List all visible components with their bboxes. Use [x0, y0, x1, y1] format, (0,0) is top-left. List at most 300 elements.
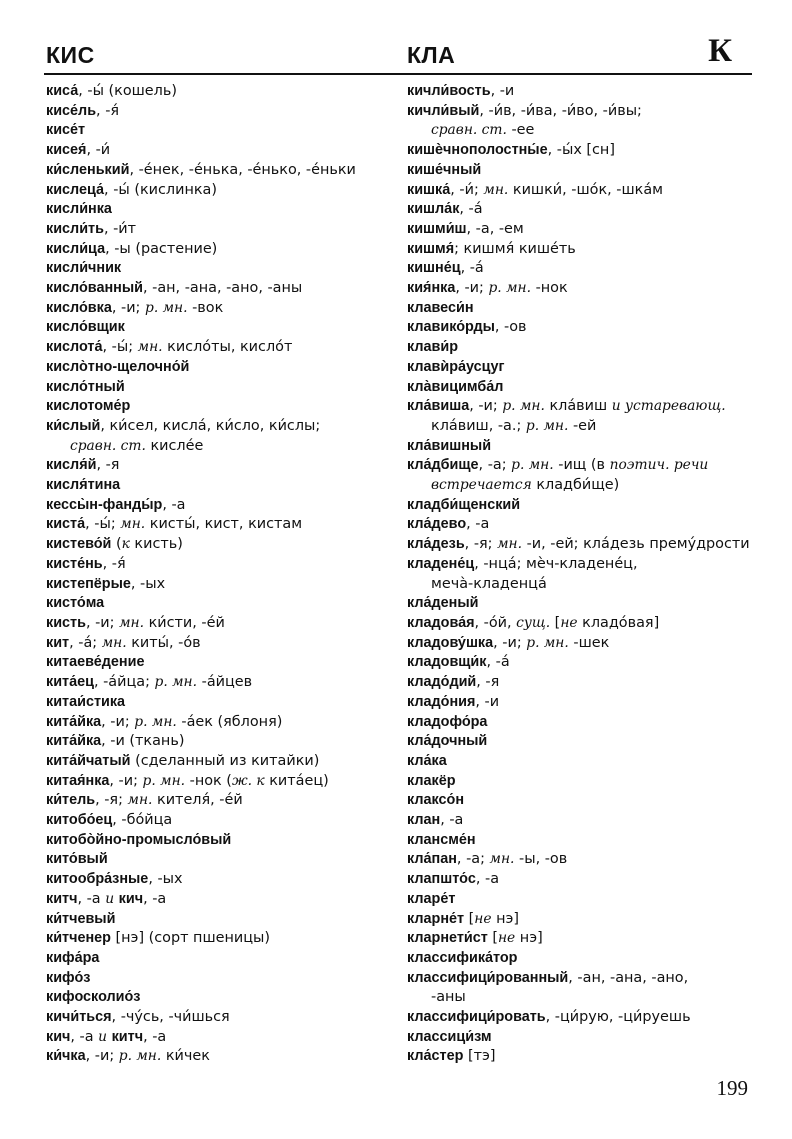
entry-text: -нок (: [185, 772, 232, 789]
entry-text: -ей: [568, 417, 597, 434]
headword: кито́вый: [46, 851, 108, 868]
dictionary-entry: [407, 240, 752, 260]
dictionary-entry: [46, 200, 396, 220]
entry-text: [: [464, 910, 475, 927]
entry-text: , -о́й,: [474, 614, 517, 631]
entry-text: -ее: [506, 122, 535, 139]
entry-text: , -а: [77, 890, 106, 907]
headword: клакёр: [407, 772, 456, 789]
dictionary-entry: [407, 831, 752, 851]
entry-text: , -а́: [486, 654, 510, 671]
entry-text: , -а: [143, 890, 167, 907]
entry-text: киты́, -о́в: [126, 634, 201, 651]
entry-text: , -и;: [493, 634, 527, 651]
headword: клавеси́н: [407, 299, 474, 316]
dictionary-entry: [46, 1028, 396, 1048]
grammar-note: к: [121, 536, 130, 553]
dictionary-entry: [46, 259, 396, 279]
entry-text: нэ]: [491, 910, 520, 927]
grammar-note: р. мн.: [525, 417, 569, 434]
dictionary-entry: [46, 614, 396, 634]
dictionary-entry: [46, 102, 396, 122]
dictionary-entry: [46, 772, 396, 792]
entry-text: -а́йцев: [197, 674, 253, 691]
dictionary-entry: [46, 752, 396, 772]
headword: кладене́ц: [407, 555, 475, 572]
entry-text: , -а;: [478, 457, 512, 474]
grammar-note: мн.: [119, 614, 144, 631]
headword: кисе́т: [46, 122, 86, 139]
headword: китообра́зные: [46, 871, 149, 888]
entry-text: , ки́сел, кисла́, ки́сло, ки́слы;: [100, 417, 321, 434]
entry-text: кла́виш, -а.;: [431, 417, 526, 434]
dictionary-entry: [407, 437, 752, 457]
dictionary-entry: [407, 535, 752, 555]
grammar-note: сравн. ст.: [431, 122, 507, 139]
dictionary-entry: [46, 161, 396, 181]
dictionary-entry: [46, 988, 396, 1008]
headword: кисли́нка: [46, 201, 112, 218]
grammar-note: мн.: [137, 339, 163, 356]
headword: кисть: [46, 614, 86, 631]
headword: кише́чный: [407, 161, 482, 178]
grammar-note: мн.: [489, 851, 515, 868]
dictionary-entry: [46, 358, 396, 378]
entry-text: -шек: [568, 634, 610, 651]
left-guide-word: КИС: [46, 42, 95, 68]
dictionary-entry: [46, 417, 396, 437]
entry-text: , -и;: [85, 614, 120, 631]
headword: китобо̀йно-промысло́вый: [46, 831, 232, 848]
dictionary-entry: [407, 318, 752, 338]
dictionary-entry: [46, 693, 396, 713]
grammar-note: мн.: [497, 536, 523, 553]
dictionary-entry: [46, 653, 396, 673]
headword: кла́стер: [407, 1048, 464, 1065]
dictionary-entry: [407, 1047, 752, 1067]
entry-text: , -и: [490, 83, 515, 99]
headword: кисли́ть: [46, 220, 104, 237]
entry-text: -ы, -ов: [514, 851, 568, 868]
entry-text: , -и́в, -и́ва, -и́во, -и́вы;: [479, 102, 642, 119]
headword: кита́йка: [46, 733, 102, 750]
dictionary-entry: [407, 634, 752, 654]
entry-text: кисле́е: [145, 437, 204, 454]
headword: кларне́т: [407, 910, 465, 927]
entry-text: , -бо́йца: [112, 812, 173, 829]
headword: китч: [111, 1028, 144, 1045]
dictionary-entry: [407, 259, 752, 279]
grammar-note: мн.: [120, 516, 146, 533]
headword: кишми́ш: [407, 220, 467, 237]
entry-text: -ищ (в: [553, 457, 610, 474]
headword: кифо́з: [46, 969, 91, 986]
right-column: [407, 82, 752, 1067]
headword: кисля́й: [46, 457, 97, 474]
headword: кла́дбище: [407, 457, 479, 474]
dictionary-entry: [407, 713, 752, 733]
entry-text: , -и;: [469, 398, 503, 415]
grammar-note: р. мн.: [118, 1048, 162, 1065]
page-header: [0, 0, 792, 78]
dictionary-entry: [407, 397, 752, 417]
headword: кишка́: [407, 181, 451, 198]
headword: кладова́я: [407, 614, 475, 631]
dictionary-entry: [407, 890, 752, 910]
grammar-note: встречается: [431, 477, 532, 494]
right-guide-word: КЛА: [407, 42, 456, 68]
dictionary-entry: [407, 358, 752, 378]
headword: китаи́стика: [46, 693, 126, 710]
dictionary-entry: [46, 811, 396, 831]
headword: ки́тель: [46, 792, 96, 809]
grammar-note: сравн. ст.: [70, 437, 146, 454]
dictionary-entry: [46, 713, 396, 733]
dictionary-entry: [46, 831, 396, 851]
dictionary-entry: [46, 870, 396, 890]
grammar-note: р. мн.: [142, 772, 186, 789]
grammar-note: не: [497, 930, 516, 947]
headword: китч: [46, 890, 78, 907]
grammar-note: мн.: [127, 792, 153, 809]
dictionary-entry: [46, 929, 396, 949]
entry-text: , -а, -ем: [466, 220, 524, 237]
headword: кисло̀тно-щелочно́й: [46, 358, 190, 375]
headword: кла̀вицимба́л: [407, 378, 504, 395]
entry-text: -вок: [187, 299, 224, 316]
headword: кичли́вость: [407, 83, 491, 99]
headword: кичли́вый: [407, 102, 480, 119]
grammar-note: и: [105, 890, 115, 907]
headword: клансме́н: [407, 831, 476, 848]
dictionary-entry: [46, 850, 396, 870]
headword: клан: [407, 812, 441, 829]
headword: кишмя́: [407, 240, 455, 257]
headword: кишѐчнополостны́е: [407, 142, 548, 159]
dictionary-entry: [407, 811, 752, 831]
grammar-note: ж. к: [231, 772, 265, 789]
entry-continuation: [407, 417, 752, 437]
entry-text: , -я́: [102, 555, 126, 572]
headword: кислотоме́р: [46, 398, 131, 415]
headword: кисте́нь: [46, 555, 103, 572]
dictionary-entry: [407, 456, 752, 476]
headword: кишне́ц: [407, 260, 461, 277]
dictionary-entry: [407, 299, 752, 319]
entry-text: , -и́т: [103, 220, 137, 237]
entry-text: , -а́: [459, 201, 483, 218]
entry-text: , -я: [96, 457, 120, 474]
entry-text: , -а́;: [69, 634, 102, 651]
dictionary-entry: [46, 910, 396, 930]
entry-text: [нэ] (сорт пшеницы): [110, 930, 271, 947]
grammar-note: р. мн.: [154, 674, 198, 691]
entry-text: , -ан, -ана, -ано,: [568, 969, 689, 986]
dictionary-entry: [407, 220, 752, 240]
grammar-note: сущ.: [516, 614, 551, 631]
dictionary-entry: [46, 279, 396, 299]
entry-text: кисло́ты, кисло́т: [162, 339, 293, 356]
entry-text: кита́ец): [264, 772, 329, 789]
header-rule: [44, 73, 752, 75]
headword: кисе́ль: [46, 102, 97, 119]
grammar-note: не: [474, 910, 492, 927]
dictionary-entry: [46, 299, 396, 319]
grammar-note: и: [98, 1028, 108, 1045]
entry-text: , -я;: [95, 792, 128, 809]
dictionary-entry: [46, 378, 396, 398]
entry-text: ; кишмя́ кише́ть: [454, 240, 576, 257]
headword: кла́ка: [407, 752, 447, 769]
dictionary-entry: [46, 535, 396, 555]
dictionary-entry: [46, 634, 396, 654]
headword: кислеца́: [46, 181, 105, 198]
section-letter: К: [708, 33, 732, 69]
entry-text: нэ]: [515, 930, 543, 947]
dictionary-entry: [46, 1047, 396, 1067]
headword: кла́дочный: [407, 733, 488, 750]
dictionary-entry: [407, 910, 752, 930]
headword: кисли́ца: [46, 240, 106, 257]
entry-text: , -а: [466, 516, 490, 533]
entry-continuation: [407, 575, 752, 595]
entry-text: , -ы́ (кислинка): [104, 181, 217, 198]
headword: кладову́шка: [407, 634, 494, 651]
entry-text: , -и: [475, 693, 500, 710]
entry-text: кладби́ще): [531, 477, 620, 494]
dictionary-entry: [46, 476, 396, 496]
headword: кистево́й: [46, 536, 112, 553]
entry-text: , -ан, -ана, -ано, -аны: [142, 280, 303, 297]
entry-text: , -ых: [130, 575, 166, 592]
entry-text: ки́чек: [161, 1048, 210, 1065]
dictionary-entry: [407, 1008, 752, 1028]
dictionary-entry: [46, 240, 396, 260]
headword: кладби́щенский: [407, 496, 521, 513]
entry-text: кителя́, -е́й: [152, 792, 243, 809]
grammar-note: р. мн.: [526, 634, 569, 651]
headword: кифа́ра: [46, 949, 100, 966]
dictionary-entry: [46, 318, 396, 338]
headword: кия́нка: [407, 280, 456, 297]
entry-continuation: [46, 437, 396, 457]
headword: кисто́ма: [46, 595, 105, 612]
entry-text: кишки́, -шо́к, -шка́м: [508, 181, 664, 198]
entry-text: , -и;: [85, 1048, 119, 1065]
headword: кистепёрые: [46, 575, 131, 592]
grammar-note: мн.: [101, 634, 127, 651]
headword: кислота́: [46, 339, 103, 356]
dictionary-entry: [407, 772, 752, 792]
entry-text: , -и́: [86, 142, 111, 159]
headword: классифици́рованный: [407, 969, 569, 986]
entry-text: -аны: [431, 989, 466, 1006]
grammar-note: не: [560, 614, 578, 631]
headword: кич: [118, 890, 144, 907]
headword: клаксо́н: [407, 792, 465, 809]
headword: кла́пан: [407, 851, 457, 868]
left-column: [46, 82, 396, 1067]
grammar-note: р. мн.: [144, 299, 188, 316]
headword: классифика́тор: [407, 949, 518, 966]
headword: кларе́т: [407, 890, 456, 907]
entry-text: , -а: [440, 812, 464, 829]
dictionary-entry: [407, 496, 752, 516]
dictionary-entry: [407, 673, 752, 693]
headword: классифици́ровать: [407, 1009, 546, 1026]
entry-text: , -я;: [464, 536, 498, 553]
dictionary-entry: [407, 969, 752, 989]
grammar-note: р. мн.: [511, 457, 554, 474]
dictionary-entry: [407, 1028, 752, 1048]
dictionary-entry: [46, 890, 396, 910]
entry-text: , -я́: [96, 102, 120, 119]
headword: кессы̀н-фанды́р: [46, 496, 163, 513]
headword: классици́зм: [407, 1028, 492, 1045]
headword: клапшто́с: [407, 871, 476, 888]
entry-text: , -ы́;: [102, 339, 138, 356]
entry-text: , -нца́; мѐч-кладене́ц,: [474, 555, 638, 572]
entry-text: , -чу́сь, -чи́шься: [111, 1009, 230, 1026]
dictionary-entry: [407, 870, 752, 890]
dictionary-entry: [407, 161, 752, 181]
entry-continuation: [407, 476, 752, 496]
grammar-note: р. мн.: [488, 280, 531, 297]
entry-text: , -а: [162, 496, 186, 513]
grammar-note: поэтич. речи: [609, 457, 709, 474]
headword: кларнети́ст: [407, 930, 488, 947]
headword: кита́йка: [46, 713, 102, 730]
headword: кисея́: [46, 142, 87, 159]
dictionary-entry: [46, 594, 396, 614]
entry-text: кисть): [129, 536, 183, 553]
headword: кисло́ванный: [46, 280, 143, 297]
entry-text: -нок: [531, 280, 568, 297]
headword: кита́йчатый: [46, 752, 131, 769]
headword: китобо́ец: [46, 812, 113, 829]
headword: ки́сленький: [46, 161, 130, 178]
dictionary-entry: [46, 673, 396, 693]
dictionary-entry: [46, 456, 396, 476]
dictionary-entry: [407, 82, 752, 102]
entry-text: , -ых: [148, 871, 183, 888]
headword: клавѝра́усцуг: [407, 358, 505, 375]
entry-text: (: [111, 536, 122, 553]
entry-text: , -и (ткань): [101, 733, 185, 750]
dictionary-entry: [46, 141, 396, 161]
dictionary-entry: [407, 279, 752, 299]
headword: клави́р: [407, 339, 459, 356]
entry-text: , -е́нек, -е́нька, -е́нько, -е́ньки: [129, 161, 356, 178]
headword: китая́нка: [46, 772, 110, 789]
dictionary-entry: [46, 397, 396, 417]
dictionary-entry: [46, 555, 396, 575]
dictionary-entry: [407, 929, 752, 949]
entry-text: [: [487, 930, 498, 947]
dictionary-entry: [46, 496, 396, 516]
dictionary-entry: [46, 121, 396, 141]
dictionary-entry: [407, 181, 752, 201]
headword: кла́деный: [407, 595, 479, 612]
headword: кисля́тина: [46, 477, 121, 494]
entry-text: , -ы́;: [85, 516, 121, 533]
entry-text: , -а;: [456, 851, 490, 868]
entry-text: , -а: [70, 1028, 99, 1045]
dictionary-entry: [407, 693, 752, 713]
dictionary-entry: [407, 141, 752, 161]
headword: ки́чка: [46, 1048, 86, 1065]
dictionary-entry: [46, 791, 396, 811]
entry-text: -и, -ей; кла́дезь прему́дрости: [522, 536, 750, 553]
grammar-note: р. мн.: [134, 713, 177, 730]
entry-text: кисты́, кист, кистам: [145, 516, 303, 533]
entry-text: , -ы́ (кошель): [78, 83, 177, 99]
dictionary-entry: [407, 614, 752, 634]
dictionary-entry: [407, 102, 752, 122]
dictionary-entry: [46, 515, 396, 535]
entry-text: , -а: [143, 1028, 167, 1045]
entry-text: , -и;: [111, 299, 145, 316]
entry-text: -а́ек (яблоня): [176, 713, 283, 730]
dictionary-entry: [407, 200, 752, 220]
dictionary-entry: [46, 732, 396, 752]
dictionary-entry: [407, 338, 752, 358]
dictionary-entry: [407, 378, 752, 398]
headword: кла́виша: [407, 398, 470, 415]
dictionary-entry: [46, 181, 396, 201]
headword: ки́слый: [46, 417, 101, 434]
headword: кисло́вка: [46, 299, 112, 316]
entry-text: , -ы (растение): [105, 240, 218, 257]
entry-text: , -а́: [460, 260, 484, 277]
entry-text: , -и;: [455, 280, 489, 297]
headword: кладофо́ра: [407, 713, 488, 730]
headword: кла́дезь: [407, 536, 465, 553]
entry-text: , -а: [475, 871, 500, 888]
headword: кладо́ния: [407, 693, 476, 710]
grammar-note: мн.: [483, 181, 509, 198]
grammar-note: р. мн.: [502, 398, 545, 415]
headword: китаеве́дение: [46, 654, 145, 671]
grammar-note: и устаревающ.: [611, 398, 726, 415]
entry-text: [тэ]: [463, 1048, 496, 1065]
entry-text: [: [550, 614, 561, 631]
dictionary-entry: [46, 575, 396, 595]
entry-continuation: [407, 988, 752, 1008]
headword: кладо́дий: [407, 674, 477, 691]
dictionary-entry: [46, 338, 396, 358]
entry-text: меча̀-кладенца́: [431, 575, 547, 592]
dictionary-entry: [407, 791, 752, 811]
entry-text: , -ов: [494, 319, 527, 336]
dictionary-entry: [407, 752, 752, 772]
entry-text: кла́виш: [544, 398, 612, 415]
headword: кла́дево: [407, 516, 467, 533]
dictionary-entry: [407, 555, 752, 575]
dictionary-entry: [407, 653, 752, 673]
headword: киса́: [46, 83, 79, 99]
dictionary-entry: [407, 515, 752, 535]
dictionary-entry: [46, 949, 396, 969]
headword: кисли́чник: [46, 260, 122, 277]
entry-text: , -ци́рую, -ци́руешь: [545, 1009, 691, 1026]
headword: кладовщи́к: [407, 654, 487, 671]
entry-text: , -и;: [101, 713, 135, 730]
entry-text: кладо́вая]: [577, 614, 660, 631]
dictionary-entry: [407, 850, 752, 870]
headword: кисло́тный: [46, 378, 125, 395]
headword: кита́ец: [46, 674, 94, 691]
